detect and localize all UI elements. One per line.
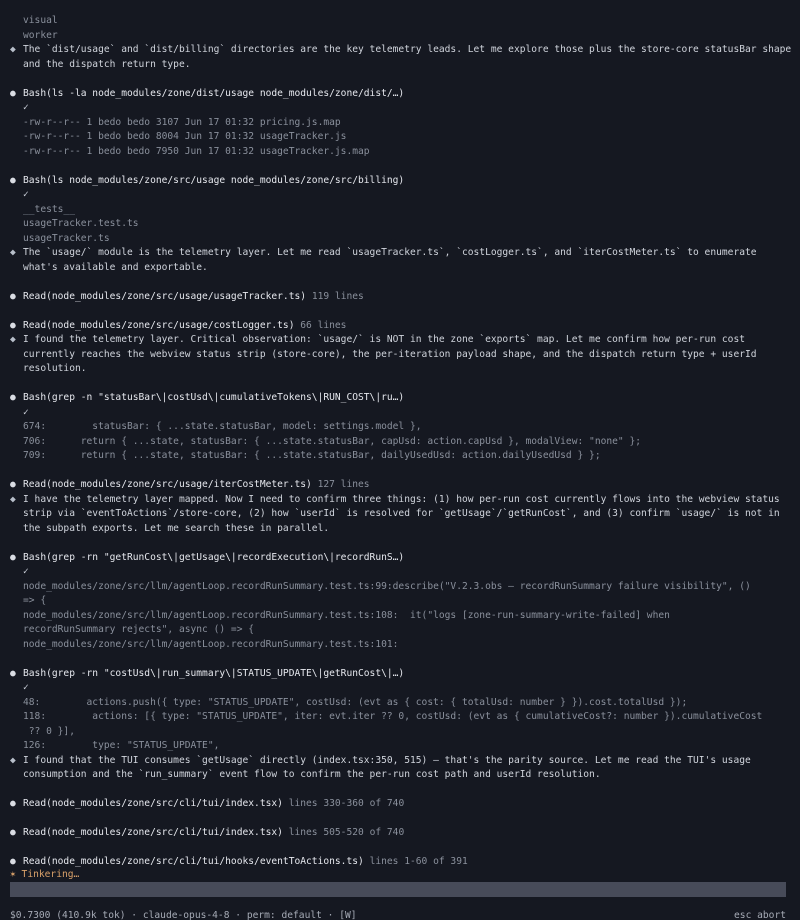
tool-call bbox=[10, 826, 794, 841]
tool-call-text: Read(node_modules/zone/src/cli/tui/index.tsx) bbox=[23, 798, 283, 809]
tool-bullet-icon: ● bbox=[10, 551, 16, 563]
status-left: $0.7300 (410.9k tok) · claude-opus-4-8 · perm: default · [W] bbox=[10, 910, 357, 920]
tool-call bbox=[10, 551, 794, 653]
tool-call-header[interactable] bbox=[10, 174, 794, 189]
tool-call-header[interactable] bbox=[10, 478, 794, 493]
thinking-indicator: ✶ Tinkering… bbox=[10, 869, 80, 880]
tool-call-header[interactable] bbox=[10, 667, 794, 682]
tool-bullet-icon: ● bbox=[10, 174, 16, 186]
tool-call-header[interactable] bbox=[10, 290, 794, 305]
message-bullet-icon: ◆ bbox=[10, 754, 16, 766]
tool-call-header[interactable] bbox=[10, 797, 794, 812]
tool-bullet-icon: ● bbox=[10, 290, 16, 302]
output-line: -rw-r--r-- 1 bedo bedo 7950 Jun 17 01:32 usageTracker.js.map bbox=[23, 145, 370, 157]
assistant-message bbox=[10, 246, 794, 275]
output-line: ?? 0 }], bbox=[23, 725, 75, 737]
tool-call bbox=[10, 290, 794, 305]
output-line: 48: actions.push({ type: "STATUS_UPDATE", costUsd: (evt as { cost: { totalUsd: number } }).cost.totalUsd }); bbox=[23, 696, 688, 708]
assistant-message bbox=[10, 493, 794, 537]
tool-call bbox=[10, 797, 794, 812]
output-line: => { bbox=[23, 595, 47, 606]
tool-call-header[interactable] bbox=[10, 391, 794, 406]
tool-call-text: Read(node_modules/zone/src/cli/tui/hooks/eventToActions.ts) bbox=[23, 856, 364, 867]
output-line: -rw-r--r-- 1 bedo bedo 8004 Jun 17 01:32 usageTracker.js bbox=[23, 131, 347, 142]
tool-bullet-icon: ● bbox=[10, 827, 16, 838]
tool-call-header[interactable] bbox=[10, 551, 794, 566]
tool-call-text: Read(node_modules/zone/src/usage/usageTracker.ts) bbox=[23, 290, 307, 302]
tool-call-meta: 66 lines bbox=[300, 319, 347, 331]
check-icon: ✓ bbox=[23, 102, 29, 113]
tool-bullet-icon: ● bbox=[10, 856, 16, 867]
check-icon: ✓ bbox=[23, 406, 29, 418]
tool-output bbox=[10, 420, 794, 464]
tool-call-text: Bash(grep -n "statusBar\|costUsd\|cumulativeTokens\|RUN_COST\|ru…) bbox=[23, 392, 405, 403]
tool-call bbox=[10, 478, 794, 493]
tool-call-text: Read(node_modules/zone/src/usage/costLogger.ts) bbox=[23, 319, 295, 331]
preamble-line: worker bbox=[23, 29, 58, 41]
tool-bullet-icon: ● bbox=[10, 87, 16, 99]
tool-bullet-icon: ● bbox=[10, 392, 16, 403]
tool-call-header[interactable] bbox=[10, 826, 794, 841]
message-bullet-icon: ◆ bbox=[10, 334, 16, 345]
message-bullet-icon: ◆ bbox=[10, 44, 16, 55]
tool-bullet-icon: ● bbox=[10, 479, 16, 490]
tool-call-text: Bash(grep -rn "getRunCost\|getUsage\|recordExecution\|recordRunS…) bbox=[23, 551, 405, 563]
preamble-line: visual bbox=[23, 15, 58, 26]
message-bullet-icon: ◆ bbox=[10, 247, 16, 258]
tool-output bbox=[10, 203, 794, 247]
output-line: 126: type: "STATUS_UPDATE", bbox=[23, 740, 220, 751]
tool-call-meta: lines 505-520 of 740 bbox=[288, 827, 405, 838]
abort-hint[interactable]: esc abort bbox=[734, 910, 786, 920]
output-line: __tests__ bbox=[23, 203, 75, 215]
message-text: The `dist/usage` and `dist/billing` directories are the key telemetry leads. Let me explore those plus the store-core statusBar shape and the dispatch return type. bbox=[23, 44, 797, 70]
output-line: usageTracker.test.ts bbox=[23, 218, 139, 229]
preamble-lines bbox=[10, 14, 794, 43]
tool-call-text: Read(node_modules/zone/src/usage/iterCostMeter.ts) bbox=[23, 479, 312, 490]
tool-call-text: Bash(grep -rn "costUsd\|run_summary\|STATUS_UPDATE\|getRunCost\|…) bbox=[23, 667, 405, 679]
message-text: I have the telemetry layer mapped. Now I need to confirm three things: (1) how per-run cost currently flows into the webview status strip via `eventToActions`/store-core, (2) how `userId` is resolved for `getUsage`/`getRunCost`, and (3) confirm `usage/` is not in the subpath exports. Let me search these in parallel. bbox=[23, 493, 786, 534]
output-line: 709: return { ...state, statusBar: { ...state.statusBar, dailyUsedUsd: action.dailyUsedUsd } }; bbox=[23, 450, 601, 461]
tool-call-header[interactable] bbox=[10, 87, 794, 102]
tool-bullet-icon: ● bbox=[10, 798, 16, 809]
output-line: 674: statusBar: { ...state.statusBar, model: settings.model }, bbox=[23, 421, 422, 432]
output-line: node_modules/zone/src/llm/agentLoop.recordRunSummary.test.ts:108: it("logs [zone-run-summary-write-failed] when bbox=[23, 609, 670, 621]
message-bullet-icon: ◆ bbox=[10, 493, 16, 505]
status-bar bbox=[10, 909, 794, 920]
assistant-message bbox=[10, 43, 797, 72]
tool-call-text: Bash(ls -la node_modules/zone/dist/usage node_modules/zone/dist/…) bbox=[23, 87, 405, 99]
assistant-message bbox=[10, 754, 794, 783]
tool-output bbox=[10, 116, 794, 160]
tool-call-header[interactable] bbox=[10, 319, 794, 334]
tool-call-header[interactable] bbox=[10, 855, 794, 870]
terminal-transcript bbox=[10, 14, 797, 870]
check-icon: ✓ bbox=[23, 682, 29, 693]
output-line: -rw-r--r-- 1 bedo bedo 3107 Jun 17 01:32 pricing.js.map bbox=[23, 116, 341, 128]
tool-call bbox=[10, 391, 794, 464]
tool-output bbox=[10, 580, 794, 653]
tool-call-meta: 127 lines bbox=[317, 479, 370, 490]
message-text: The `usage/` module is the telemetry layer. Let me read `usageTracker.ts`, `costLogger.ts`, and `iterCostMeter.ts` to enumerate what's available and exportable. bbox=[23, 247, 763, 273]
output-line: node_modules/zone/src/llm/agentLoop.recordRunSummary.test.ts:99:describe("V.2.3.obs — recordRunSummary failure visibility", () bbox=[23, 580, 751, 592]
tool-call bbox=[10, 855, 794, 870]
output-line: recordRunSummary rejects", async () => { bbox=[23, 624, 255, 635]
output-line: node_modules/zone/src/llm/agentLoop.recordRunSummary.test.ts:101: bbox=[23, 638, 399, 650]
tool-bullet-icon: ● bbox=[10, 667, 16, 679]
prompt-input[interactable] bbox=[10, 882, 786, 897]
tool-call bbox=[10, 174, 794, 247]
check-icon: ✓ bbox=[23, 566, 29, 577]
tool-call-text: Bash(ls node_modules/zone/src/usage node_modules/zone/src/billing) bbox=[23, 174, 405, 186]
check-icon: ✓ bbox=[23, 189, 29, 200]
tool-call bbox=[10, 319, 794, 334]
tool-call bbox=[10, 87, 794, 160]
message-text: I found that the TUI consumes `getUsage` directly (index.tsx:350, 515) — that's the parity source. Let me read the TUI's usage consumption and the `run_summary` event flow to confirm the per-run cost path and userId resolution. bbox=[23, 754, 757, 780]
tool-call-text: Read(node_modules/zone/src/cli/tui/index.tsx) bbox=[23, 827, 283, 838]
output-line: 118: actions: [{ type: "STATUS_UPDATE", iter: evt.iter ?? 0, costUsd: (evt as { cumulativeCost?: number }).cumulativeCost bbox=[23, 711, 763, 722]
tool-call-meta: 119 lines bbox=[311, 290, 364, 302]
tool-output bbox=[10, 696, 794, 754]
message-text: I found the telemetry layer. Critical observation: `usage/` is NOT in the zone `exports` map. Let me confirm how per-run cost currently reaches the webview status strip (store-core), the per-iteration payload shape, and the dispatch return type + userId resolution. bbox=[23, 334, 763, 374]
output-line: 706: return { ...state, statusBar: { ...state.statusBar, capUsd: action.capUsd }, modalView: "none" }; bbox=[23, 435, 642, 447]
tool-call bbox=[10, 667, 794, 754]
assistant-message bbox=[10, 333, 794, 377]
tool-call-meta: lines 1-60 of 391 bbox=[369, 856, 468, 867]
tool-call-meta: lines 330-360 of 740 bbox=[288, 798, 405, 809]
tool-bullet-icon: ● bbox=[10, 319, 16, 331]
output-line: usageTracker.ts bbox=[23, 232, 110, 244]
